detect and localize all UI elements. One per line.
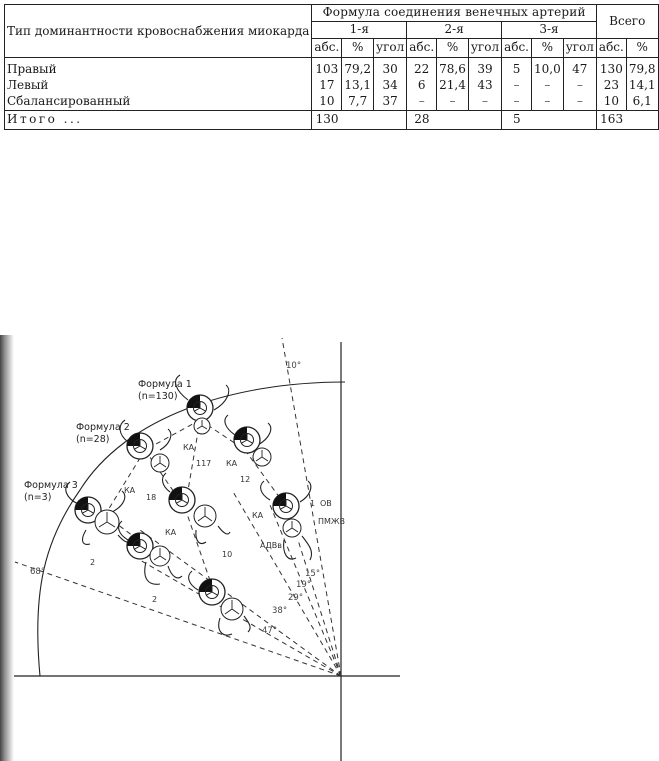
cell: 30 [374, 58, 407, 79]
advv-label: АДВв [260, 541, 282, 550]
total-row [5, 111, 659, 130]
header-sub-2: 2-я [407, 22, 502, 39]
cell: 39 [468, 58, 501, 79]
header-pct: % [532, 39, 564, 58]
formula2-label: Формула 2 [76, 422, 130, 433]
cell [342, 111, 374, 130]
header-abs: абс. [312, 39, 342, 58]
cell: – [468, 94, 501, 111]
cell: – [563, 94, 596, 111]
cell: 10 [596, 94, 626, 111]
angle-38: 38° [272, 606, 288, 616]
table-row [5, 94, 659, 111]
header-total-group: Всего [596, 5, 658, 39]
cell: 23 [596, 78, 626, 94]
header-type: Тип доминантности кровоснабжения миокарда [5, 5, 312, 58]
cell: 7,7 [342, 94, 374, 111]
ka-label: КА [183, 443, 195, 452]
angle-19: 19° [296, 580, 312, 590]
cell: 22 [407, 58, 437, 79]
angle-47: 47° [262, 626, 278, 636]
cell: 6 [407, 78, 437, 94]
cell: – [532, 78, 564, 94]
cell: 78,6 [437, 58, 469, 79]
header-abs: абс. [596, 39, 626, 58]
row-label: Сбалансированный [5, 94, 312, 111]
cell: 5 [502, 111, 532, 130]
total-label: Итого ... [5, 111, 312, 130]
cell: 6,1 [626, 94, 658, 111]
header-pct: % [626, 39, 658, 58]
header-angle: угол [374, 39, 407, 58]
cell [437, 111, 469, 130]
cell [468, 111, 501, 130]
header-formula-group: Формула соединения венечных артерий [312, 5, 597, 22]
cell: 79,8 [626, 58, 658, 79]
cell: 130 [312, 111, 342, 130]
header-abs: абс. [407, 39, 437, 58]
cell: 34 [374, 78, 407, 94]
formula3-label: Формула 3 [24, 480, 78, 491]
count-1: 1 [310, 499, 316, 508]
table-row [5, 78, 659, 94]
cell: 79,2 [342, 58, 374, 79]
header-pct: % [437, 39, 469, 58]
formula3-n: (n=3) [24, 492, 52, 503]
count-2a: 2 [90, 558, 96, 567]
coronary-diagram [0, 330, 400, 761]
header-abs: абс. [502, 39, 532, 58]
header-sub-1: 1-я [312, 22, 407, 39]
row-label: Левый [5, 78, 312, 94]
cell: 10,0 [532, 58, 564, 79]
diagram-svg [0, 330, 400, 761]
ov-label: ОВ [320, 499, 332, 508]
cell: 10 [312, 94, 342, 111]
data-table [4, 4, 659, 130]
cell: 163 [596, 111, 626, 130]
ka-label: КА [226, 459, 238, 468]
header-pct: % [342, 39, 374, 58]
coronary-table [4, 4, 656, 150]
cell: 13,1 [342, 78, 374, 94]
cell: – [502, 94, 532, 111]
formula2-n: (n=28) [76, 434, 110, 445]
table-row [5, 58, 659, 79]
cell: 43 [468, 78, 501, 94]
cell: – [437, 94, 469, 111]
cell [532, 111, 564, 130]
formula1-n: (n=130) [138, 391, 178, 402]
cell: – [532, 94, 564, 111]
count-117: 117 [196, 459, 212, 468]
cell: 21,4 [437, 78, 469, 94]
cell: 47 [563, 58, 596, 79]
cell: 37 [374, 94, 407, 111]
count-12: 12 [240, 475, 251, 484]
angle-15: 15° [305, 569, 321, 579]
pmzhv-label: ПМЖВ [318, 517, 346, 526]
angle-10: 10° [286, 361, 302, 371]
cell: 103 [312, 58, 342, 79]
cell: 5 [502, 58, 532, 79]
cell: – [502, 78, 532, 94]
cell: 130 [596, 58, 626, 79]
header-angle: угол [563, 39, 596, 58]
count-2b: 2 [152, 595, 158, 604]
cell: 14,1 [626, 78, 658, 94]
ka-label: КА [165, 528, 177, 537]
angle-29: 29° [288, 593, 304, 603]
header-angle: угол [468, 39, 501, 58]
ka-label: КА [252, 511, 264, 520]
cell: 28 [407, 111, 437, 130]
count-10: 10 [222, 550, 233, 559]
cell: 17 [312, 78, 342, 94]
cell [626, 111, 658, 130]
cell [563, 111, 596, 130]
count-18: 18 [146, 493, 157, 502]
cell: – [407, 94, 437, 111]
angle-68: 68° [30, 567, 46, 577]
ka-label: КА [124, 486, 136, 495]
header-sub-3: 3-я [502, 22, 597, 39]
heart-bottom [189, 571, 250, 635]
cell: – [563, 78, 596, 94]
formula1-label: Формула 1 [138, 379, 192, 390]
cell [374, 111, 407, 130]
row-label: Правый [5, 58, 312, 79]
